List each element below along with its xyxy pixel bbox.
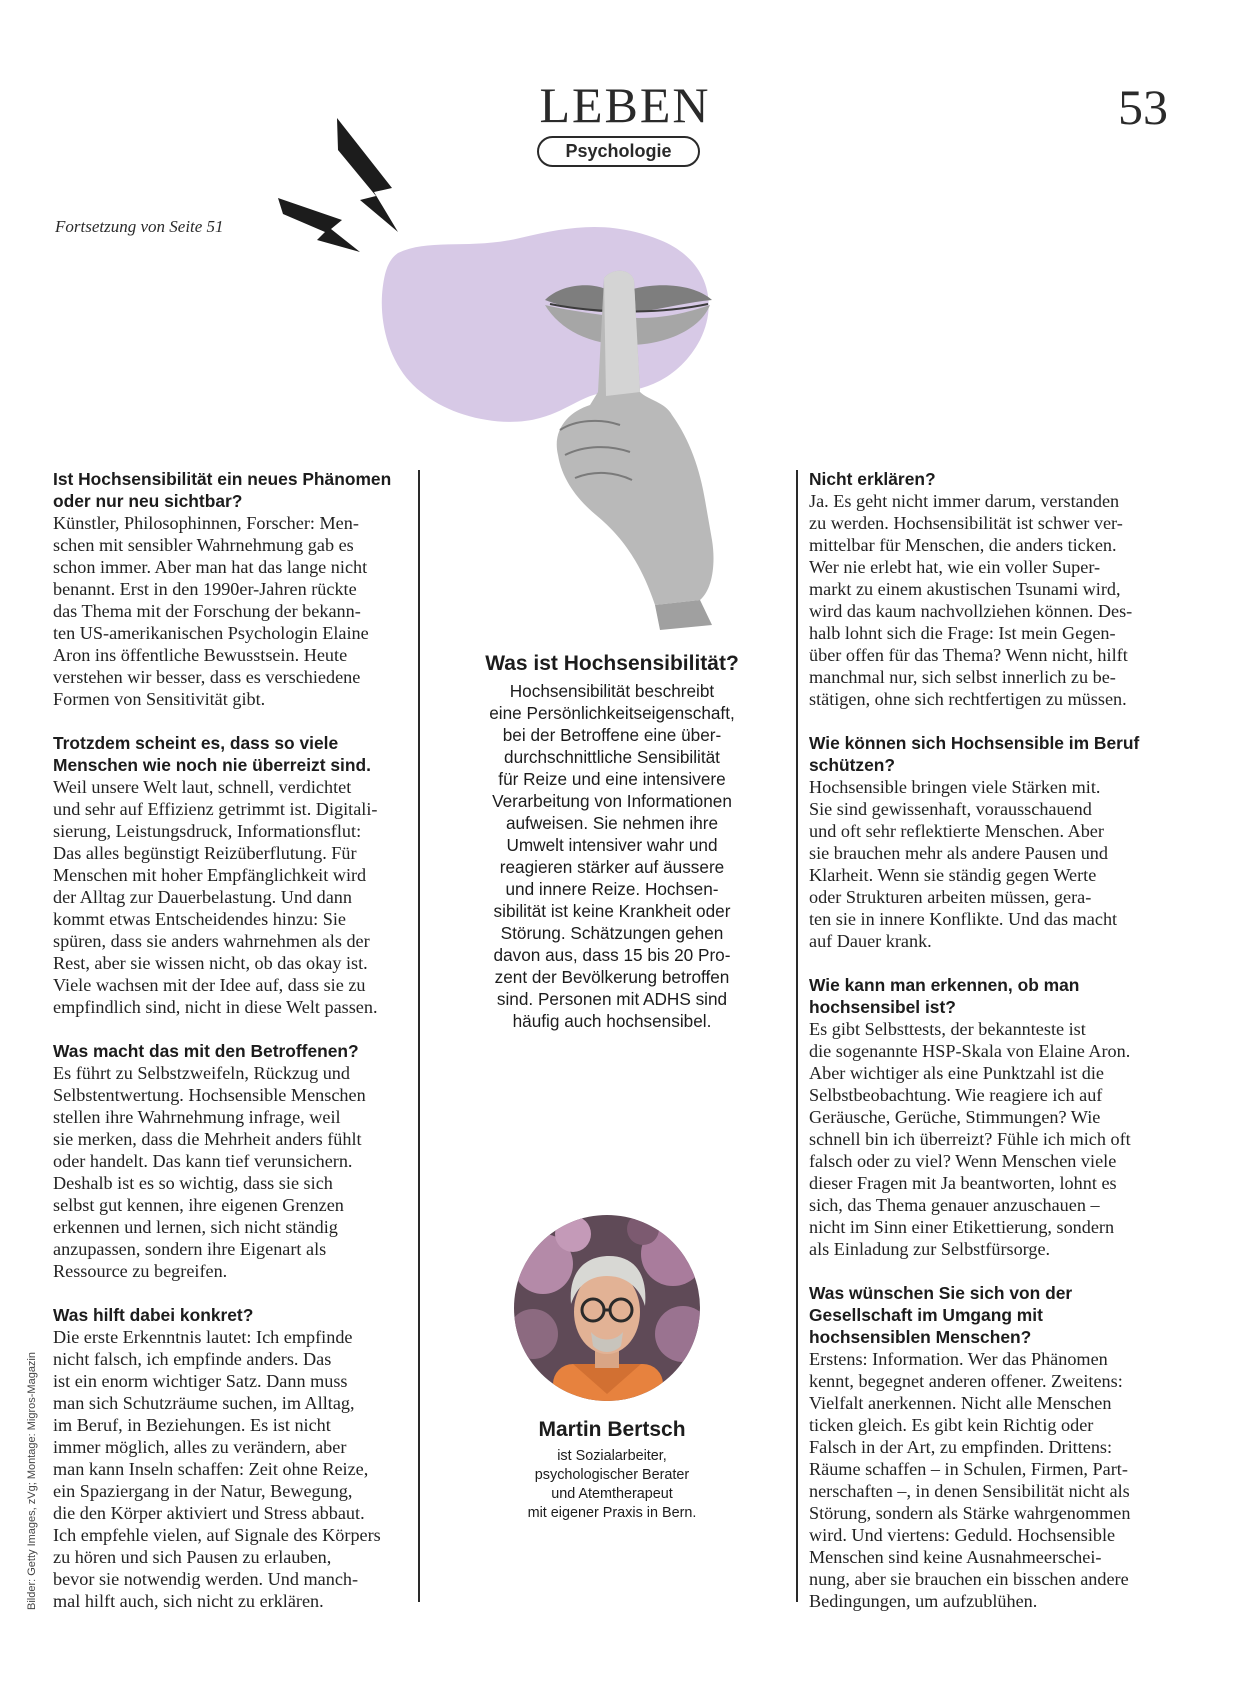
info-box-title: Was ist Hochsensibilität? [485,652,739,675]
right-column [809,468,1169,1634]
qa-block [53,1304,405,1612]
question-heading: Was macht das mit den Betroffenen? [53,1041,359,1061]
qa-block [809,468,1169,710]
lightning-bolt-icon [337,118,398,232]
qa-block [53,468,405,710]
info-box-text: Hochsensibilität beschreibt eine Persönlichkeitseigenschaft, bei der Betroffene eine über- durchschnittliche Sensibilität für Reize und eine intensivere Verarbeitung von Informationen aufweisen. Sie nehmen ihre Umwelt intensiver wahr und reagieren stärker auf äussere und innere Reize. Hochsen- sibilität ist keine Krankheit oder Störung. Schätzungen gehen davon aus, dass 15 bis 20 Pro- zent der Bevölkerung betroffen sind. Personen mit ADHS sind häufig auch hochsensibel. [489,681,735,1031]
answer-text: Erstens: Information. Wer das Phänomen kennt, begegnet anderen offener. Zweitens: Vielfalt anerkennen. Nicht alle Menschen ticken gleich. Es gibt kein Richtig oder Falsch in der Art, zu empfinden. Drittens: Räume schaffen – in Schulen, Firmen, Part- nerschaften –, in denen Sensibilität nicht als Störung, sondern als Stärke wahrgenommen wird. Und viertens: Geduld. Hochsensible Menschen sind keine Ausnahmeerschei- nung, aber sie brauchen ein bisschen andere Bedingungen, um aufzublühen. [809,1349,1131,1611]
answer-text: Es gibt Selbsttests, der bekannteste ist die sogenannte HSP-Skala von Elaine Aron. Aber wichtiger als eine Punktzahl ist die Selbstbeobachtung. Wie reagiere ich auf Geräusche, Gerüche, Stimmungen? Wie schnell bin ich überreizt? Fühle ich mich oft falsch oder zu viel? Wenn Menschen viele dieser Fragen mit Ja beantworten, lohnt es sich, das Thema genauer anzuschauen – nicht im Sinn einer Etikettierung, sondern als Einladung zur Selbstfürsorge. [809,1019,1131,1259]
page-number: 53 [1118,79,1168,135]
person-name: Martin Bertsch [538,1418,686,1441]
continuation-note: Fortsetzung von Seite 51 [55,217,224,236]
question-heading: Ist Hochsensibilität ein neues Phänomen oder nur neu sichtbar? [53,469,392,511]
section-title: LEBEN [539,77,711,133]
qa-block [809,732,1169,952]
question-heading: Wie kann man erkennen, ob man hochsensibel ist? [809,975,1080,1017]
answer-text: Es führt zu Selbstzweifeln, Rückzug und Selbstentwertung. Hochsensible Menschen stellen ihre Wahrnehmung infrage, weil sie merken, dass die Mehrheit anders fühlt oder handelt. Das kann tief verunsichern. Deshalb ist es so wichtig, dass sie sich selbst gut kennen, ihre eigenen Grenzen erkennen und lernen, sich nicht ständig anzupassen, sondern ihre Eigenart als Ressource zu begreifen. [53,1063,366,1281]
answer-text: Ja. Es geht nicht immer darum, verstanden zu werden. Hochsensibilität ist schwer ver- mittelbar für Menschen, die anders ticken. Wer nie erlebt hat, wie ein voller Super- markt zu einem akustischen Tsunami wird, wird das kaum nachvollziehen können. Des- halb lohnt sich die Frage: Ist mein Gegen- über offen für das Thema? Wenn nicht, hilft manchmal nur, sich selbst innerlich zu be- stätigen, ohne sich rechtfertigen zu müssen. [809,491,1133,709]
image-credit: Bilder: Getty Images, zVg; Montage: Migros-Magazin [26,1352,38,1610]
qa-block [809,1282,1169,1612]
question-heading: Was wünschen Sie sich von der Gesellschaft im Umgang mit hochsensiblen Menschen? [809,1283,1073,1347]
lightning-bolt-icon [278,198,360,252]
answer-text: Hochsensible bringen viele Stärken mit. Sie sind gewissenhaft, vorausschauend und oft sehr reflektierte Menschen. Aber sie brauchen mehr als andere Pausen und Klarheit. Wenn sie ständig gegen Werte oder Strukturen arbeiten müssen, gera- ten sie in innere Konflikte. Und das macht auf Dauer krank. [809,777,1118,951]
qa-block [53,732,405,1018]
qa-block [809,974,1169,1260]
answer-text: Die erste Erkenntnis lautet: Ich empfinde nicht falsch, ich empfinde anders. Das ist ein enorm wichtiger Satz. Dann muss man sich Schutzräume suchen, im Alltag, im Beruf, in Beziehungen. Es ist nicht immer möglich, alles zu verändern, aber man kann Inseln schaffen: Zeit ohne Reize, ein Spaziergang in der Natur, Bewegung, die den Körper aktiviert und Stress abbaut. Ich empfehle vielen, auf Signale des Körpers zu hören und sich Pausen zu erlauben, bevor sie notwendig werden. Und manch- mal hilft auch, sich nicht zu erklären. [53,1327,381,1611]
column-divider [796,470,798,1602]
question-heading: Wie können sich Hochsensible im Beruf schützen? [809,733,1140,775]
category-badge: Psychologie [537,136,700,167]
left-column [53,468,405,1634]
person-role: ist Sozialarbeiter, psychologischer Berater und Atemtherapeut mit eigener Praxis in Bern. [527,1448,697,1521]
question-heading: Trotzdem scheint es, dass so viele Menschen wie noch nie überreizt sind. [53,733,371,775]
column-divider [418,470,420,1602]
answer-text: Künstler, Philosophinnen, Forscher: Men- schen mit sensibler Wahrnehmung gab es schon immer. Aber man hat das lange nicht benannt. Erst in den 1990er-Jahren rückte das Thema mit der Forschung der bekann- ten US-amerikanischen Psychologin Elaine Aron ins öffentliche Bewusstsein. Heute verstehen wir besser, dass es verschiedene Formen von Sensitivität gibt. [53,513,369,709]
qa-block [53,1040,405,1282]
question-heading: Nicht erklären? [809,469,936,489]
portrait-photo [513,1214,701,1402]
question-heading: Was hilft dabei konkret? [53,1305,254,1325]
answer-text: Weil unsere Welt laut, schnell, verdichtet und sehr auf Effizienz getrimmt ist. Digitali- sierung, Leistungsdruck, Informationsflut: Das alles begünstigt Reizüberflutung. Für Menschen mit hoher Empfänglichkeit wird der Alltag zur Dauerbelastung. Und dann kommt etwas Entscheidendes hinzu: Sie spüren, dass sie anders wahrnehmen als der Rest, aber sie wissen nicht, ob das okay ist. Viele wachsen mit der Idee auf, dass sie zu empfindlich sind, nicht in diese Welt passen. [53,777,378,1017]
